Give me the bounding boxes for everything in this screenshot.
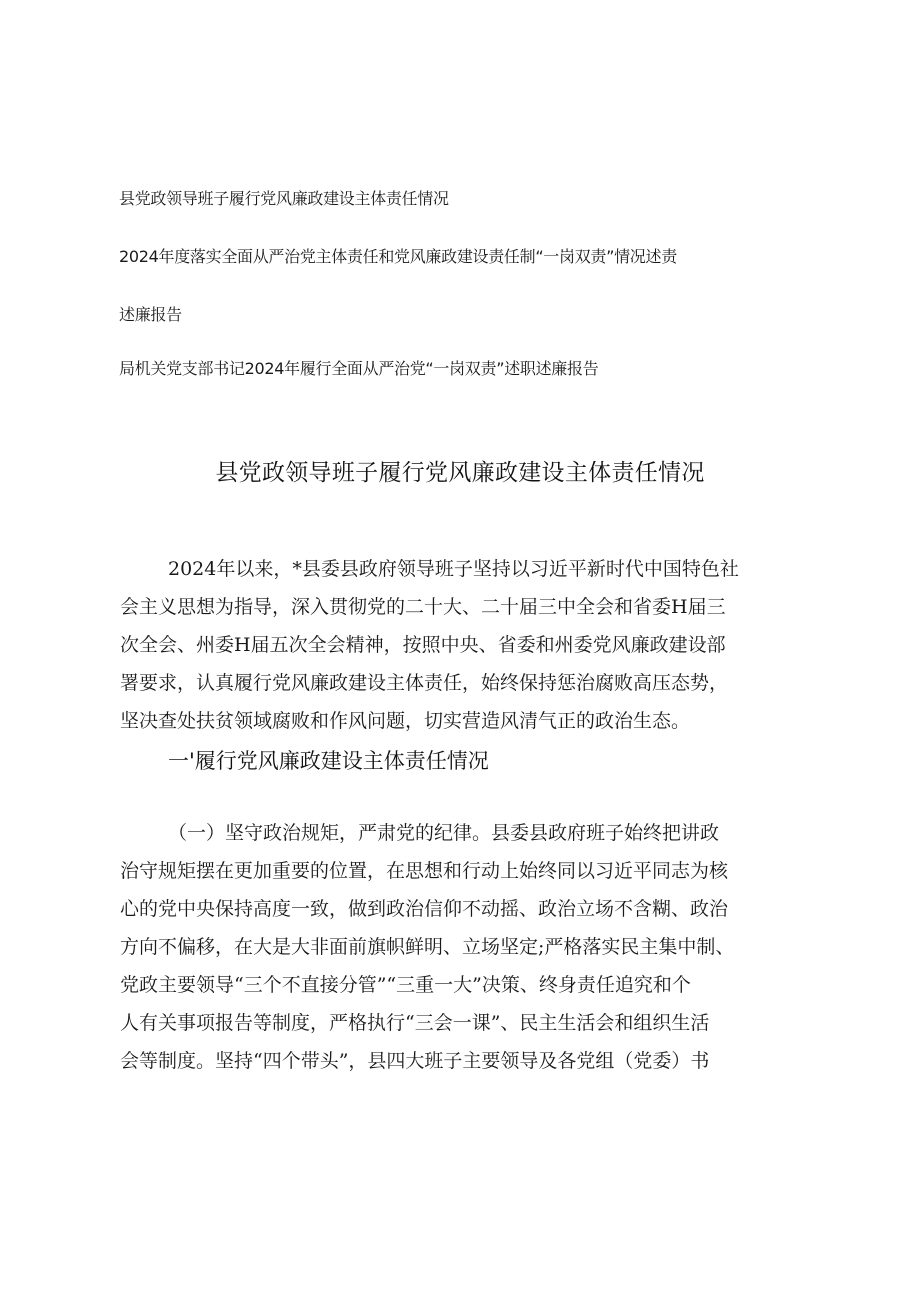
toc-item: 2024年度落实全面从严治党主体责任和党风廉政建设责任制“一岗双责”情况述责 bbox=[119, 247, 677, 266]
document-title: 县党政领导班子履行党风廉政建设主体责任情况 bbox=[215, 460, 705, 486]
paragraph-line: 2024年以来，*县委县政府领导班子坚持以习近平新时代中国特色社 bbox=[168, 558, 739, 580]
paragraph-line: （一）坚守政治规矩，严肃党的纪律。县委县政府班子始终把讲政 bbox=[168, 822, 720, 844]
paragraph-line: 方向不偏移，在大是大非面前旗帜鲜明、立场坚定;严格落实民主集中制、 bbox=[120, 936, 735, 958]
paragraph-line: 坚决查处扶贫领域腐败和作风问题，切实营造风清气正的政治生态。 bbox=[120, 710, 691, 732]
paragraph-line: 次全会、州委H届五次全会精神，按照中央、省委和州委党风廉政建设部 bbox=[120, 634, 726, 656]
paragraph-line: 会主义思想为指导，深入贯彻党的二十大、二十届三中全会和省委H届三 bbox=[120, 596, 726, 618]
toc-item: 县党政领导班子履行党风廉政建设主体责任情况 bbox=[119, 189, 449, 208]
toc-item: 局机关党支部书记2024年履行全面从严治党“一岗双责”述职述廉报告 bbox=[119, 359, 599, 378]
paragraph-line: 心的党中央保持高度一致，做到政治信仰不动摇、政治立场不含糊、政治 bbox=[120, 898, 729, 920]
paragraph-line: 人有关事项报告等制度，严格执行“三会一课”、民主生活会和组织生活 bbox=[120, 1012, 710, 1034]
paragraph-line: 会等制度。坚持“四个带头”，县四大班子主要领导及各党组（党委）书 bbox=[120, 1050, 710, 1072]
intro-paragraph bbox=[120, 550, 810, 740]
paragraph-line: 党政主要领导“三个不直接分管”“三重一大”决策、终身责任追究和个 bbox=[120, 974, 691, 996]
paragraph-line: 治守规矩摆在更加重要的位置，在思想和行动上始终同以习近平同志为核 bbox=[120, 860, 729, 882]
toc-item: 述廉报告 bbox=[119, 305, 182, 324]
paragraph-line: 署要求，认真履行党风廉政建设主体责任，始终保持惩治腐败高压态势， bbox=[120, 672, 729, 694]
section-heading: 一'履行党风廉政建设主体责任情况 bbox=[168, 749, 489, 773]
section-paragraph bbox=[120, 814, 810, 1080]
